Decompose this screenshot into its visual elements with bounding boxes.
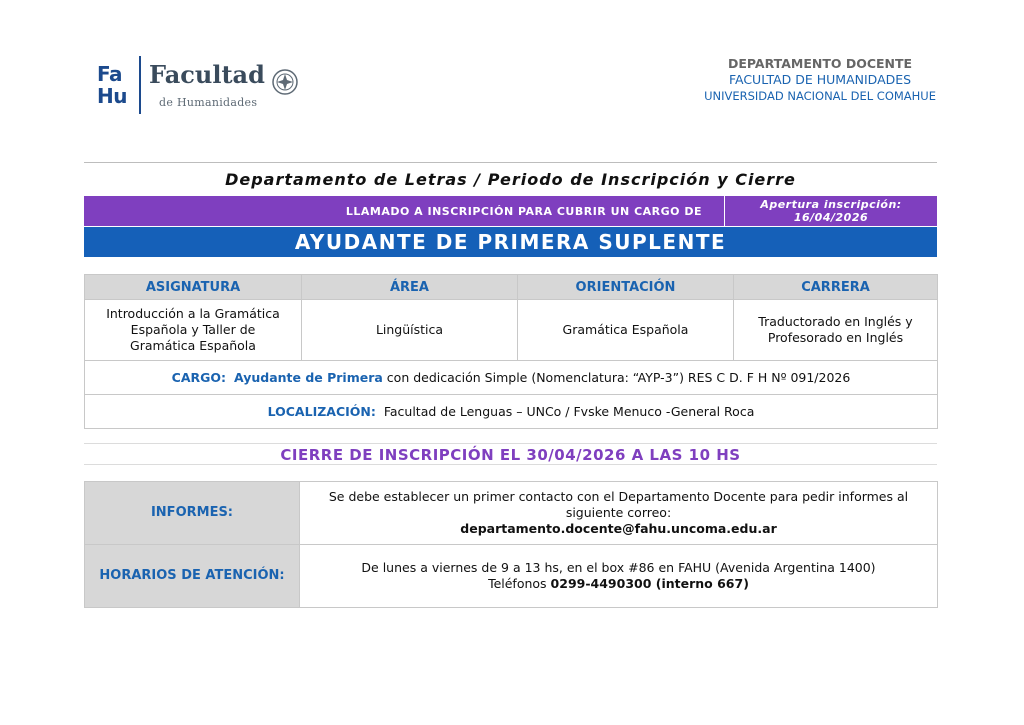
carrera-line1: Traductorado en Inglés y (758, 314, 913, 329)
position-details-table (84, 274, 938, 429)
informes-cell (300, 482, 938, 545)
logo-title: Facultad (149, 59, 265, 89)
header-orientacion: ORIENTACIÓN (518, 275, 734, 300)
dept-line3: UNIVERSIDAD NACIONAL DEL COMAHUE (704, 89, 936, 103)
informes-label: INFORMES: (85, 482, 300, 545)
asignatura-cell (85, 300, 302, 361)
logo-subtitle: de Humanidades (159, 95, 258, 109)
asignatura-line3: Gramática Española (130, 338, 256, 353)
call-text: LLAMADO A INSCRIPCIÓN PARA CUBRIR UN CARGO DE (345, 204, 702, 218)
header-asignatura: ASIGNATURA (85, 275, 302, 300)
divider (84, 162, 937, 163)
divider (84, 443, 937, 444)
dept-line1: DEPARTAMENTO DOCENTE (727, 56, 913, 71)
faculty-logo (97, 55, 299, 115)
informes-text: Se debe establecer un primer contacto con el Departamento Docente para pedir informes al siguiente correo: (328, 489, 909, 520)
cargo-row (85, 361, 938, 395)
opening-label: Apertura inscripción: (760, 198, 902, 211)
header-carrera: CARRERA (734, 275, 938, 300)
area-cell: Lingüística (302, 300, 518, 361)
dept-line2: FACULTAD DE HUMANIDADES (728, 72, 912, 87)
carrera-line2: Profesorado en Inglés (767, 330, 904, 345)
horarios-cell (300, 545, 938, 608)
divider (84, 464, 937, 465)
logo-mark-line1: Fa (97, 62, 122, 86)
logo-divider (139, 56, 141, 114)
closing-notice: CIERRE DE INSCRIPCIÓN EL 30/04/2026 A LAS 10 HS (280, 446, 741, 464)
asignatura-line2: Española y Taller de (130, 322, 256, 337)
cargo-detail: con dedicación Simple (Nomenclatura: “AYP-3”) RES C D. F H Nº 091/2026 (382, 369, 851, 385)
asignatura-line1: Introducción a la Gramática (106, 306, 280, 321)
opening-date-box (724, 196, 937, 226)
phone-number: 0299-4490300 (interno 667) (550, 576, 749, 591)
carrera-cell (734, 300, 938, 361)
fahu-logo-mark (97, 63, 135, 107)
horarios-label: HORARIOS DE ATENCIÓN: (85, 545, 300, 608)
localizacion-value: Facultad de Lenguas – UNCo / Fvske Menuco -General Roca (383, 403, 755, 419)
contact-email-link[interactable]: departamento.docente@fahu.uncoma.edu.ar (460, 521, 777, 536)
logo-mark-line2: Hu (97, 84, 127, 108)
horarios-text: De lunes a viernes de 9 a 13 hs, en el box #86 en FAHU (Avenida Argentina 1400) (361, 560, 876, 575)
cargo-label: CARGO: (171, 369, 227, 385)
telefonos-line (308, 576, 929, 592)
cargo-value: Ayudante de Primera (233, 369, 383, 385)
page-title: Departamento de Letras / Periodo de Inscripción y Cierre (225, 170, 796, 189)
contact-info-table (84, 481, 938, 608)
position-title: AYUDANTE DE PRIMERA SUPLENTE (84, 227, 937, 257)
telefonos-label: Teléfonos (488, 576, 551, 591)
department-header (704, 56, 936, 104)
call-banner (84, 196, 937, 226)
university-seal-icon (271, 68, 299, 96)
orientacion-cell: Gramática Española (518, 300, 734, 361)
header-area: ÁREA (302, 275, 518, 300)
localizacion-label: LOCALIZACIÓN: (267, 403, 376, 419)
localizacion-row (85, 395, 938, 429)
opening-date: 16/04/2026 (793, 211, 869, 224)
